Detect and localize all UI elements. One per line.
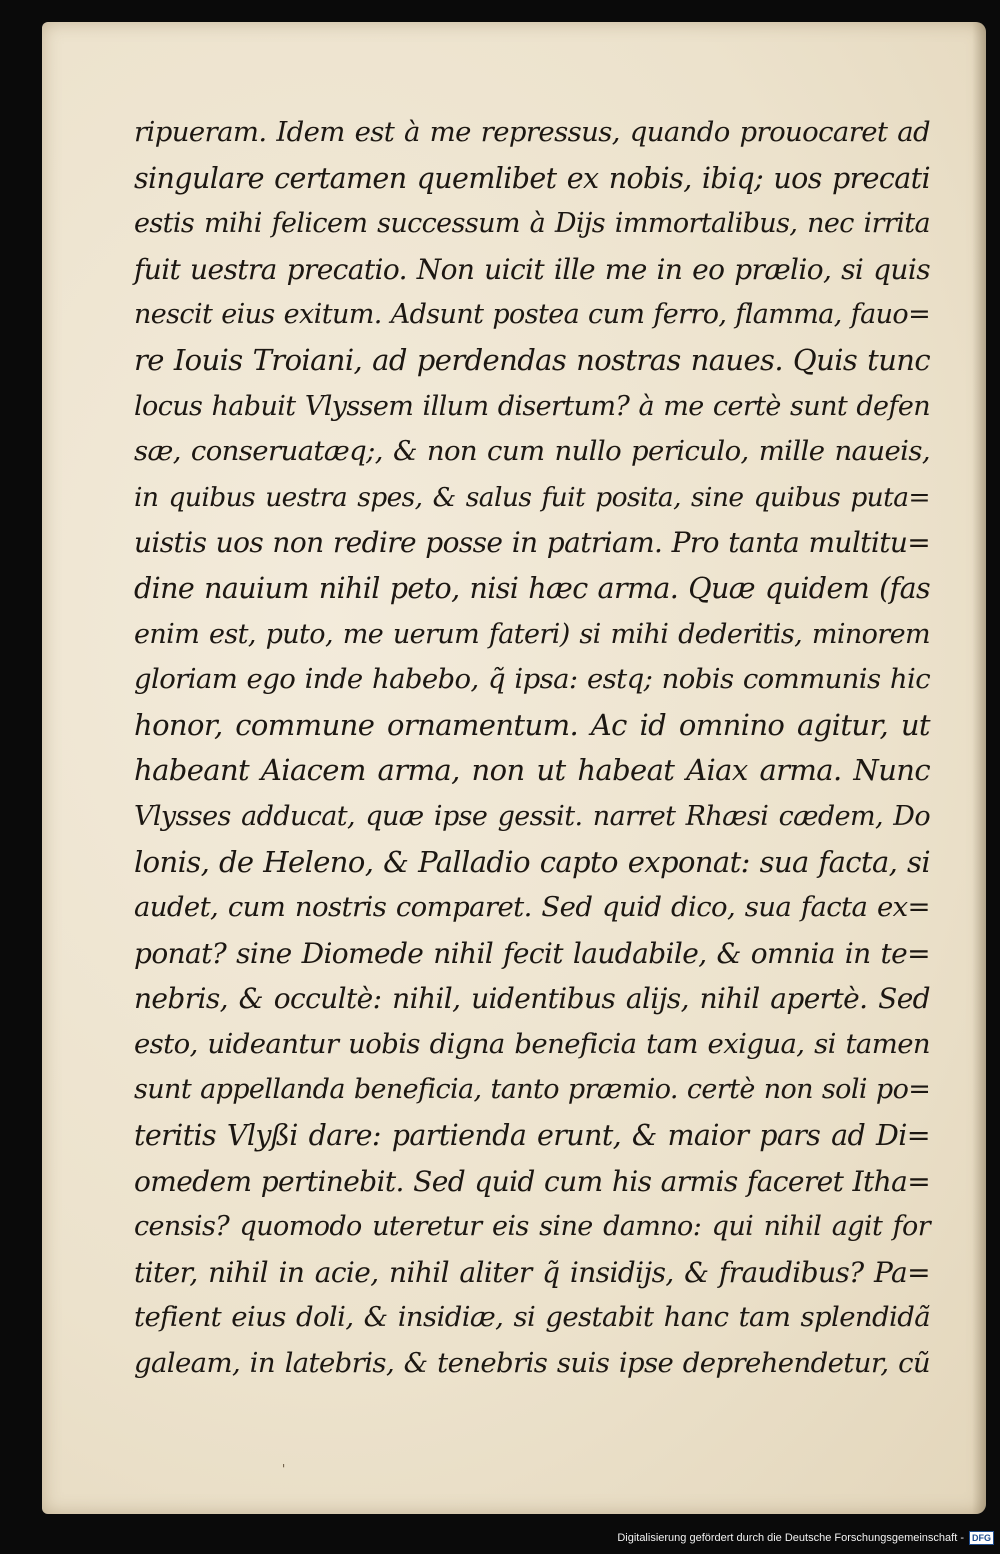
page-edge-shadow	[972, 22, 986, 1514]
text-line: teritis Vlyßi dare: partienda erunt, & maior pars ad Di=	[134, 1119, 930, 1153]
text-line: lonis, de Heleno, & Palladio capto exponat: sua facta, si	[134, 844, 930, 879]
text-line: tefient eius doli, & insidiæ, si gestabit hanc tam splendidã	[134, 1301, 930, 1334]
text-line: censis? quomodo uteretur eis sine damno: qui nihil agit for	[134, 1211, 930, 1243]
text-line: ripueram. Idem est à me repressus, quando prouocaret ad	[134, 116, 930, 148]
text-line: fuit uestra precatio. Non uicit ille me in eo prælio, si quis	[134, 252, 930, 286]
text-line: in quibus uestra spes, & salus fuit posita, sine quibus puta=	[134, 481, 930, 513]
book-page	[42, 22, 986, 1514]
text-line: audet, cum nostris comparet. Sed quid dico, sua facta ex=	[134, 891, 930, 924]
stray-mark: '	[282, 1462, 286, 1476]
text-line: titer, nihil in acie, nihil aliter q̃ insidijs, & fraudibus? Pa=	[134, 1255, 930, 1289]
text-line: honor, commune ornamentum. Ac id omnino agitur, ut	[134, 707, 930, 742]
text-line: singulare certamen quemlibet ex nobis, ibiq; uos precati	[134, 161, 930, 195]
text-line: enim est, puto, me uerum fateri) si mihi dederitis, minorem	[134, 618, 930, 650]
text-line: omedem pertinebit. Sed quid cum his armis faceret Itha=	[134, 1164, 931, 1198]
dfg-logo-icon: DFG	[969, 1531, 994, 1545]
text-line: esto, uideantur uobis digna beneficia tam exigua, si tamen	[134, 1027, 930, 1060]
text-line: galeam, in latebris, & tenebris suis ipse deprehendetur, cũ	[134, 1347, 930, 1380]
digitization-footer	[617, 1525, 994, 1551]
text-line: sunt appellanda beneficia, tanto præmio. certè non soli po=	[134, 1074, 931, 1106]
text-line: locus habuit Vlyssem illum disertum? à me certè sunt defen	[134, 390, 930, 422]
text-line: gloriam ego inde habebo, q̃ ipsa: estq; nobis communis hic	[134, 663, 930, 696]
text-line: nescit eius exitum. Adsunt postea cum ferro, flamma, fauo=	[134, 299, 931, 331]
text-line: ponat? sine Diomede nihil fecit laudabile, & omnia in te=	[134, 936, 930, 970]
text-line: estis mihi felicem successum à Dijs immortalibus, nec irrita	[134, 208, 930, 240]
text-line: re Iouis Troiani, ad perdendas nostras naues. Quis tunc	[134, 342, 930, 377]
text-line: uistis uos non redire posse in patriam. Pro tanta multitu=	[134, 526, 931, 560]
text-line: sæ, conseruatæq;, & non cum nullo periculo, mille naueis,	[134, 435, 930, 468]
text-line: habeant Aiacem arma, non ut habeat Aiax arma. Nunc	[134, 753, 930, 788]
footer-credit: Digitalisierung gefördert durch die Deutsche Forschungsgemeinschaft -	[617, 1532, 964, 1544]
text-line: Vlysses adducat, quæ ipse gessit. narret Rhæsi cædem, Do	[134, 800, 930, 832]
text-line: dine nauium nihil peto, nisi hæc arma. Quæ quidem (fas	[134, 571, 930, 605]
text-line: nebris, & occultè: nihil, uidentibus alijs, nihil apertè. Sed	[134, 982, 930, 1016]
latin-text-block	[134, 110, 930, 1387]
